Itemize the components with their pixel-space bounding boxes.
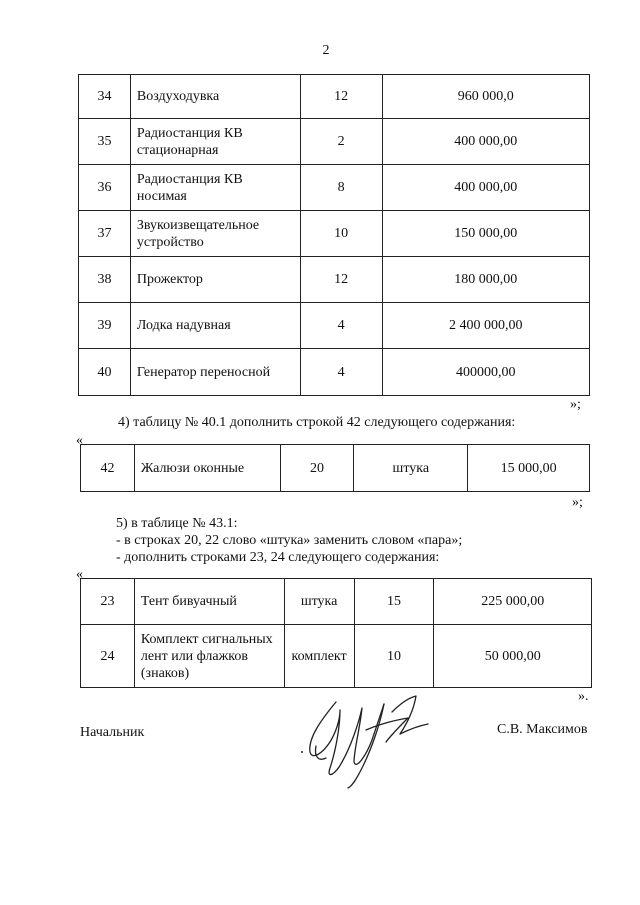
opening-quote: « (76, 567, 83, 582)
table-row (81, 445, 590, 492)
item-sum: 50 000,00 (434, 625, 592, 688)
row-number: 39 (79, 303, 131, 349)
closing-quote: »; (570, 397, 581, 412)
item-quantity: 12 (300, 257, 382, 303)
item-unit: комплект (284, 625, 354, 688)
item-quantity: 8 (300, 165, 382, 211)
item-quantity: 2 (300, 119, 382, 165)
closing-quote: ». (578, 689, 589, 704)
page-number: 2 (322, 43, 330, 58)
item-unit: штука (354, 445, 468, 492)
table-row (79, 75, 590, 119)
item-sum: 400 000,00 (382, 119, 589, 165)
signature-dot (301, 751, 303, 753)
item-sum: 400000,00 (382, 349, 589, 396)
item-name: Радиостанция КВ носимая (130, 165, 300, 211)
tent-table (80, 578, 592, 688)
item-quantity: 10 (354, 625, 434, 688)
item-sum: 960 000,0 (382, 75, 589, 119)
item-sum: 400 000,00 (382, 165, 589, 211)
item-name: Лодка надувная (130, 303, 300, 349)
item-sum: 2 400 000,00 (382, 303, 589, 349)
row-number: 40 (79, 349, 131, 396)
item5-line1: 5) в таблице № 43.1: (116, 516, 238, 531)
table-row (79, 349, 590, 396)
opening-quote: « (76, 433, 83, 448)
item-quantity: 20 (280, 445, 354, 492)
table-row (81, 625, 592, 688)
item-name: Жалюзи оконные (134, 445, 280, 492)
equipment-table (78, 74, 590, 396)
row-number: 23 (81, 579, 135, 625)
row-number: 34 (79, 75, 131, 119)
item-name: Звукоизвещательное устройство (130, 211, 300, 257)
item5-line2: - в строках 20, 22 слово «штука» заменить словом «пара»; (116, 533, 463, 548)
item-name: Прожектор (130, 257, 300, 303)
row-number: 38 (79, 257, 131, 303)
item-sum: 180 000,00 (382, 257, 589, 303)
item-sum: 225 000,00 (434, 579, 592, 625)
item-quantity: 15 (354, 579, 434, 625)
item-sum: 150 000,00 (382, 211, 589, 257)
signatory-name: С.В. Максимов (497, 722, 588, 737)
row-number: 37 (79, 211, 131, 257)
item-unit: штука (284, 579, 354, 625)
item5-line3: - дополнить строками 23, 24 следующего содержания: (116, 550, 440, 565)
table-row (79, 303, 590, 349)
item-quantity: 12 (300, 75, 382, 119)
item-name: Воздуходувка (130, 75, 300, 119)
row-number: 42 (81, 445, 135, 492)
table-row (79, 119, 590, 165)
item-quantity: 4 (300, 303, 382, 349)
blinds-table (80, 444, 590, 492)
row-number: 24 (81, 625, 135, 688)
item-quantity: 10 (300, 211, 382, 257)
handwritten-signature (296, 690, 446, 790)
table-row (79, 257, 590, 303)
table-row (79, 165, 590, 211)
item-name: Тент бивуачный (134, 579, 284, 625)
table-row (79, 211, 590, 257)
row-number: 36 (79, 165, 131, 211)
item-name: Радиостанция КВ стационарная (130, 119, 300, 165)
row-number: 35 (79, 119, 131, 165)
table-row (81, 579, 592, 625)
item4-text: 4) таблицу № 40.1 дополнить строкой 42 следующего содержания: (118, 415, 516, 430)
item-name: Генератор переносной (130, 349, 300, 396)
item-sum: 15 000,00 (468, 445, 590, 492)
closing-quote: »; (572, 495, 583, 510)
signatory-position: Начальник (80, 725, 145, 740)
item-quantity: 4 (300, 349, 382, 396)
item-name: Комплект сигнальных лент или флажков (знаков) (134, 625, 284, 688)
